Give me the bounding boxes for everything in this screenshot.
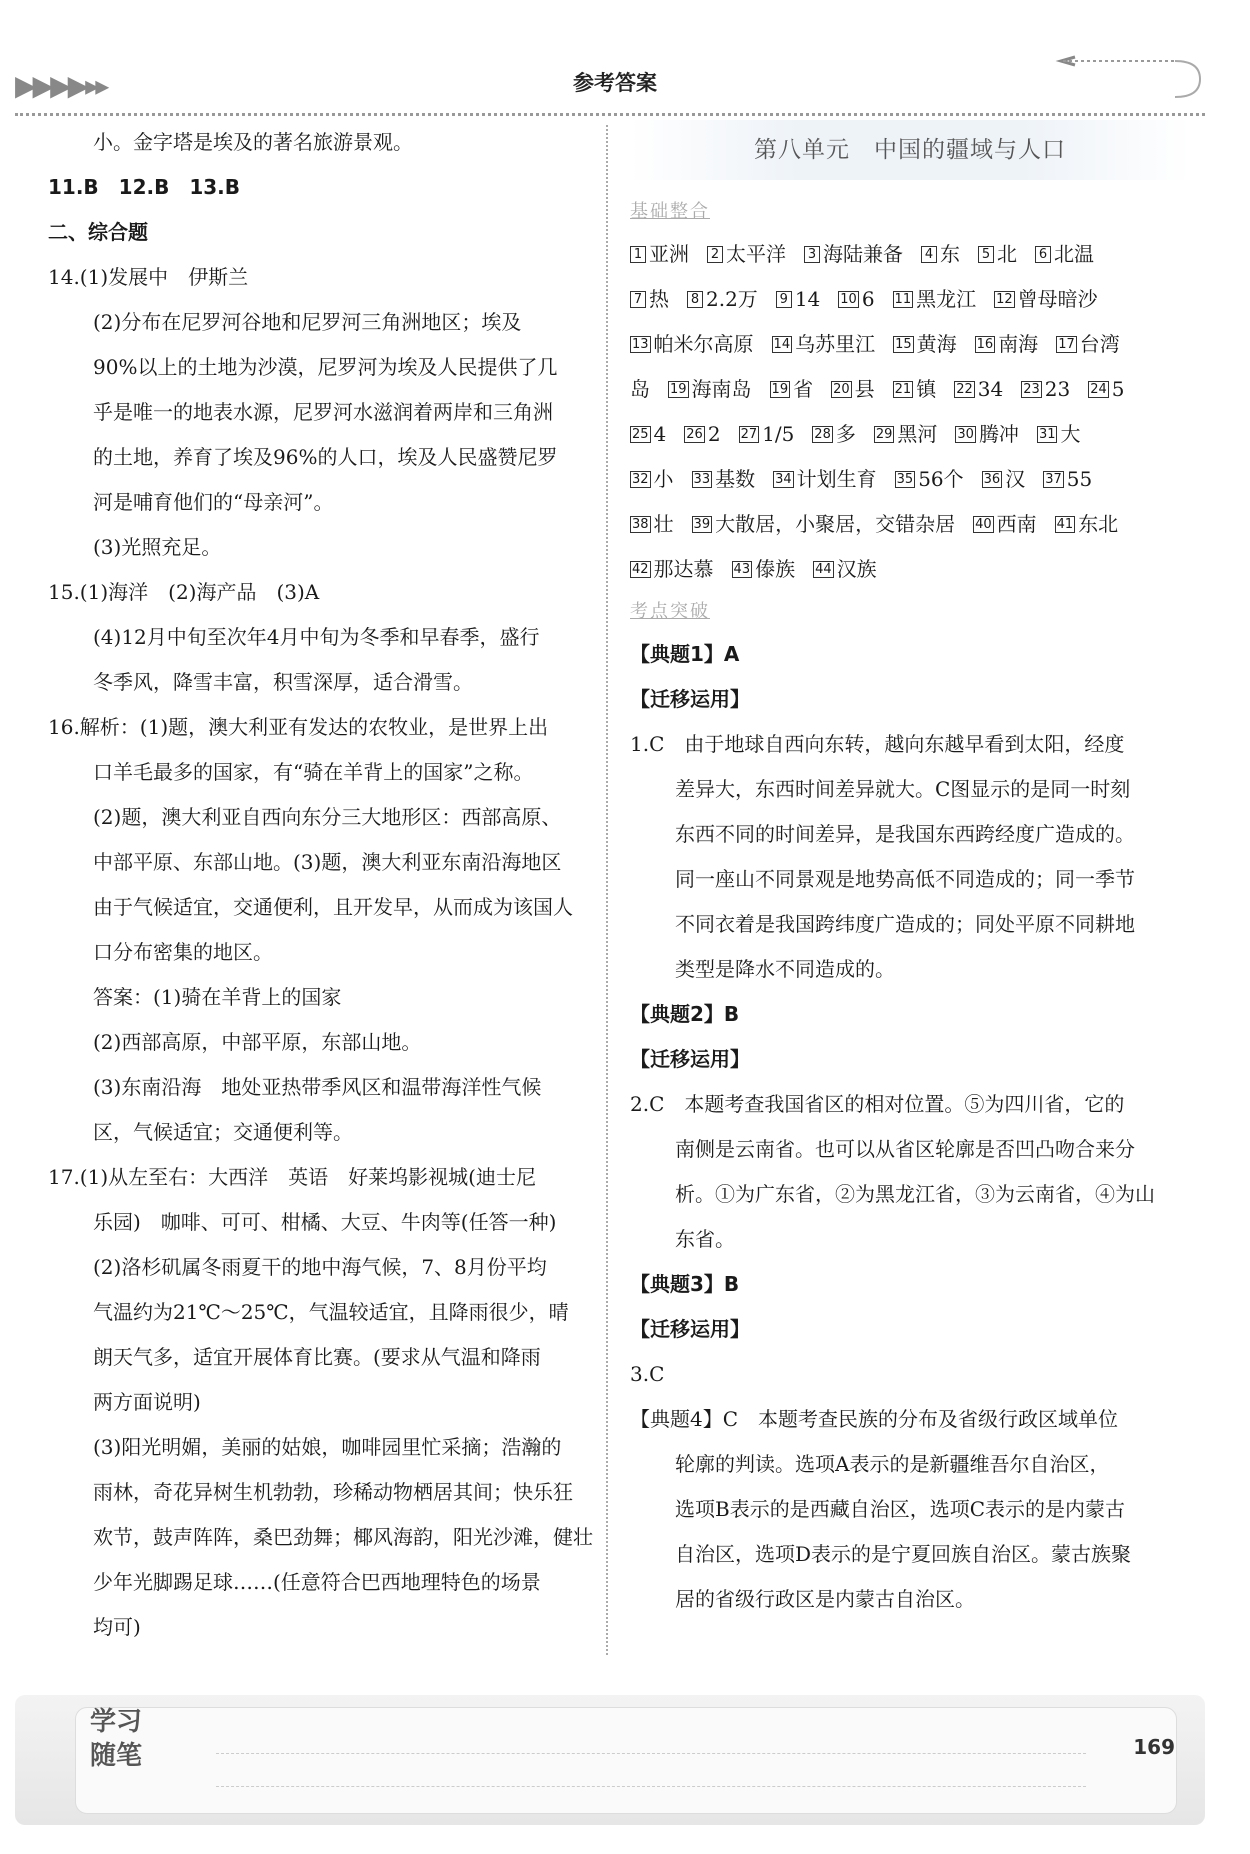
answer-line: 乐园) 咖啡、可可、柑橘、大豆、牛肉等(任答一种)	[93, 1210, 557, 1234]
basics-row	[630, 322, 1190, 367]
answer-text: 黑河	[897, 422, 938, 446]
answer-line: 选项B表示的是西藏自治区，选项C表示的是内蒙古	[675, 1497, 1125, 1521]
answer-number: 28	[814, 427, 831, 442]
answer-text: 北	[997, 242, 1017, 266]
answer-line: 少年光脚踢足球……(任意符合巴西地理特色的场景	[93, 1570, 541, 1594]
answer-number: 6	[1035, 246, 1051, 263]
answer-text: 2.2万	[706, 287, 758, 311]
answer-text: 4	[653, 422, 667, 446]
answer-line: 朗天气多，适宜开展体育比赛。(要求从气温和降雨	[93, 1345, 541, 1369]
answer-line: 中部平原、东部山地。(3)题，澳大利亚东南沿海地区	[93, 850, 562, 874]
study-label-2: 随笔	[90, 1741, 143, 1771]
answer-line: 类型是降水不同造成的。	[675, 957, 895, 981]
page-header	[15, 55, 1205, 115]
answer-text: 岛	[630, 377, 650, 401]
answer-text: 14	[794, 287, 821, 311]
study-notes-footer	[15, 1695, 1205, 1825]
answer-text: 乌苏里江	[795, 332, 876, 356]
answer-number: 24	[1090, 382, 1107, 397]
answer-line: 1.C 由于地球自西向东转，越向东越早看到太阳，经度	[630, 732, 1125, 756]
answer-line: (2)分布在尼罗河谷地和尼罗河三角洲地区；埃及	[93, 310, 522, 334]
answer-number: 31	[1038, 427, 1056, 442]
left-column	[48, 120, 593, 1650]
answer-line: 【典题2】B	[630, 1002, 740, 1026]
study-notes-label	[90, 1705, 142, 1773]
page-number: 169	[1133, 1735, 1175, 1759]
answer-number: 9	[776, 291, 792, 308]
answer-number: 29	[875, 427, 893, 442]
answer-number: 37	[1045, 472, 1062, 487]
answer-number: 21	[894, 382, 912, 397]
answer-line: 90%以上的土地为沙漠，尼罗河为埃及人民提供了几	[93, 355, 558, 379]
answer-line: 【迁移运用】	[630, 687, 750, 711]
answer-text: 黑龙江	[916, 287, 977, 311]
answer-number: 5	[978, 246, 994, 263]
answer-number: 38	[632, 517, 649, 532]
answer-number: 19	[670, 382, 687, 397]
answer-number: 20	[833, 382, 850, 397]
answer-text: 热	[649, 287, 669, 311]
answer-number: 33	[693, 472, 711, 487]
answer-number: 41	[1056, 517, 1074, 532]
answer-line: (3)阳光明媚，美丽的姑娘，咖啡园里忙采摘；浩瀚的	[93, 1435, 562, 1459]
answer-line: (3)光照充足。	[93, 535, 222, 559]
answer-line: 冬季风，降雪丰富，积雪深厚，适合滑雪。	[93, 670, 473, 694]
answer-line: 16.解析：(1)题，澳大利亚有发达的农牧业，是世界上出	[48, 715, 549, 739]
basics-row	[630, 412, 1190, 457]
answer-text: 那达慕	[653, 557, 714, 581]
answer-number: 27	[740, 427, 758, 442]
answer-number: 25	[632, 427, 649, 442]
arrow-line-icon	[1055, 55, 1205, 103]
answer-number: 7	[630, 291, 646, 308]
answer-line: (2)洛杉矶属冬雨夏干的地中海气候，7、8月份平均	[93, 1255, 547, 1279]
answer-line: 乎是唯一的地表水源，尼罗河水滋润着两岸和三角洲	[93, 400, 553, 424]
answer-text: 多	[835, 422, 856, 446]
answer-line: 3.C	[630, 1362, 665, 1386]
answer-text: 镇	[916, 377, 937, 401]
section-heading: 二、综合题	[48, 220, 148, 244]
answer-text: 亚洲	[649, 242, 689, 266]
answer-line: 【典题4】C 本题考查民族的分布及省级行政区域单位	[630, 1407, 1119, 1431]
answer-text: 曾母暗沙	[1017, 287, 1098, 311]
answer-number: 2	[707, 246, 723, 263]
answer-line: (2)题，澳大利亚自西向东分三大地形区：西部高原、	[93, 805, 562, 829]
answer-line: 气温约为21℃～25℃，气温较适宜，且降雨很少，晴	[93, 1300, 569, 1324]
basics-row	[630, 502, 1190, 547]
answer-line: 【迁移运用】	[630, 1047, 750, 1071]
answer-number: 34	[775, 472, 792, 487]
answer-text: 黄海	[916, 332, 957, 356]
answer-number: 43	[733, 562, 751, 577]
answer-text: 北温	[1054, 242, 1094, 266]
section-label-exam-points: 考点突破	[630, 601, 710, 622]
answer-line: 轮廓的判读。选项A表示的是新疆维吾尔自治区，	[675, 1452, 1110, 1476]
answer-text: 34	[977, 377, 1004, 401]
answer-line: 差异大，东西时间差异就大。C图显示的是同一时刻	[675, 777, 1131, 801]
answer-text: 汉族	[836, 557, 877, 581]
basics-row	[630, 547, 1190, 592]
answer-line: (2)西部高原，中部平原，东部山地。	[93, 1030, 422, 1054]
answer-text: 台湾	[1079, 332, 1120, 356]
answer-line: 河是哺育他们的“母亲河”。	[93, 490, 334, 514]
answer-text: 56个	[918, 467, 964, 491]
section-label-basics: 基础整合	[630, 201, 710, 222]
basics-row	[630, 277, 1190, 322]
answer-text: 23	[1044, 377, 1071, 401]
answer-line: 17.(1)从左至右：大西洋 英语 好莱坞影视城(迪士尼	[48, 1165, 536, 1189]
answer-text: 省	[793, 377, 814, 401]
answer-number: 8	[687, 291, 703, 308]
answer-number: 19	[771, 382, 789, 397]
answer-number: 14	[773, 337, 791, 352]
answer-line: 居的省级行政区是内蒙古自治区。	[675, 1587, 975, 1611]
answer-line: 【典题3】B	[630, 1272, 740, 1296]
answer-line: 雨林，奇花异树生机勃勃，珍稀动物栖居其间；快乐狂	[93, 1480, 573, 1504]
answer-line: 口羊毛最多的国家，有“骑在羊背上的国家”之称。	[93, 760, 534, 784]
answer-text: 基数	[715, 467, 756, 491]
answer-number: 23	[1023, 382, 1040, 397]
column-divider	[606, 125, 608, 1655]
answer-number: 4	[921, 246, 937, 263]
answer-text: 帕米尔高原	[653, 332, 754, 356]
notes-area	[75, 1707, 1177, 1814]
answer-number: 11	[894, 292, 912, 307]
answer-text: 大	[1060, 422, 1081, 446]
answer-line: 15.(1)海洋 (2)海产品 (3)A	[48, 580, 320, 604]
answer-text: 太平洋	[726, 242, 786, 266]
answer-text: 县	[854, 377, 875, 401]
answer-number: 1	[630, 246, 646, 263]
answer-number: 12	[996, 292, 1013, 307]
basics-row	[630, 457, 1190, 502]
answer-text: 西南	[996, 512, 1037, 536]
answer-text: 计划生育	[796, 467, 877, 491]
answer-text: 小	[653, 467, 674, 491]
basics-row	[630, 367, 1190, 412]
answer-line: 自治区，选项D表示的是宁夏回族自治区。蒙古族聚	[675, 1542, 1132, 1566]
answer-number: 13	[632, 337, 649, 352]
answer-line: 的土地，养育了埃及96%的人口，埃及人民盛赞尼罗	[93, 445, 558, 469]
basics-row	[630, 232, 1190, 277]
answer-line: 2.C 本题考查我国省区的相对位置。⑤为四川省，它的	[630, 1092, 1125, 1116]
answer-text: 壮	[653, 512, 674, 536]
right-column	[630, 120, 1190, 1622]
answer-number: 44	[815, 562, 832, 577]
answer-number: 42	[632, 562, 649, 577]
answer-number: 15	[895, 337, 912, 352]
answer-text: 东北	[1078, 512, 1119, 536]
answer-number: 30	[957, 427, 974, 442]
answer-text: 大散居，小聚居，交错杂居	[715, 512, 956, 536]
answer-line: 小。金字塔是埃及的著名旅游景观。	[93, 130, 413, 154]
answer-line: 区，气候适宜；交通便利等。	[93, 1120, 353, 1144]
answer-text: 东	[940, 242, 960, 266]
answer-text: 5	[1111, 377, 1125, 401]
answer-text: 55	[1066, 467, 1093, 491]
note-line	[216, 1786, 1086, 1787]
page-title: 参考答案	[573, 71, 657, 95]
arrow-decoration-icon: ▶▶▶▶▸▸	[15, 69, 106, 102]
answer-text: 2	[707, 422, 721, 446]
answer-text: 1/5	[762, 422, 795, 446]
answer-line: 14.(1)发展中 伊斯兰	[48, 265, 249, 289]
answer-number: 10	[840, 292, 857, 307]
answer-line: 均可)	[93, 1615, 141, 1639]
answer-number: 3	[804, 246, 820, 263]
answer-number: 17	[1058, 337, 1075, 352]
answer-number: 39	[693, 517, 711, 532]
answer-text: 傣族	[755, 557, 796, 581]
study-label-1: 学习	[90, 1707, 143, 1737]
answer-number: 22	[956, 382, 973, 397]
answer-line: 两方面说明)	[93, 1390, 201, 1414]
answer-line: 答案：(1)骑在羊背上的国家	[93, 985, 342, 1009]
answer-number: 36	[983, 472, 1001, 487]
answer-line: 【迁移运用】	[630, 1317, 750, 1341]
answer-text: 6	[861, 287, 875, 311]
answer-text: 汉	[1005, 467, 1026, 491]
answer-text: 海陆兼备	[823, 242, 903, 266]
answer-number: 40	[975, 517, 992, 532]
answer-number: 26	[686, 427, 703, 442]
answer-line: 不同衣着是我国跨纬度广造成的；同处平原不同耕地	[675, 912, 1135, 936]
answer-line: 东省。	[675, 1227, 735, 1251]
answer-number: 35	[896, 472, 914, 487]
answer-line: (3)东南沿海 地处亚热带季风区和温带海洋性气候	[93, 1075, 542, 1099]
note-line	[216, 1753, 1086, 1754]
answer-line: (4)12月中旬至次年4月中旬为冬季和早春季，盛行	[93, 625, 540, 649]
answer-line: 同一座山不同景观是地势高低不同造成的；同一季节	[675, 867, 1135, 891]
answer-line: 11.B 12.B 13.B	[48, 175, 241, 199]
answer-text: 腾冲	[978, 422, 1019, 446]
answer-line: 口分布密集的地区。	[93, 940, 273, 964]
answer-line: 由于气候适宜，交通便利，且开发早，从而成为该国人	[93, 895, 573, 919]
header-divider	[15, 113, 1205, 116]
unit-title: 第八单元 中国的疆域与人口	[630, 120, 1190, 180]
answer-text: 南海	[998, 332, 1039, 356]
answer-text: 海南岛	[691, 377, 752, 401]
answer-line: 南侧是云南省。也可以从省区轮廓是否凹凸吻合来分	[675, 1137, 1135, 1161]
answer-line: 东西不同的时间差异，是我国东西跨经度广造成的。	[675, 822, 1135, 846]
answer-number: 16	[976, 337, 994, 352]
answer-line: 欢节，鼓声阵阵，桑巴劲舞；椰风海韵，阳光沙滩，健壮	[93, 1525, 593, 1549]
answer-number: 32	[632, 472, 649, 487]
answer-line: 【典题1】A	[630, 642, 740, 666]
answer-line: 析。①为广东省，②为黑龙江省，③为云南省，④为山	[675, 1182, 1155, 1206]
basics-answers	[630, 232, 1190, 592]
